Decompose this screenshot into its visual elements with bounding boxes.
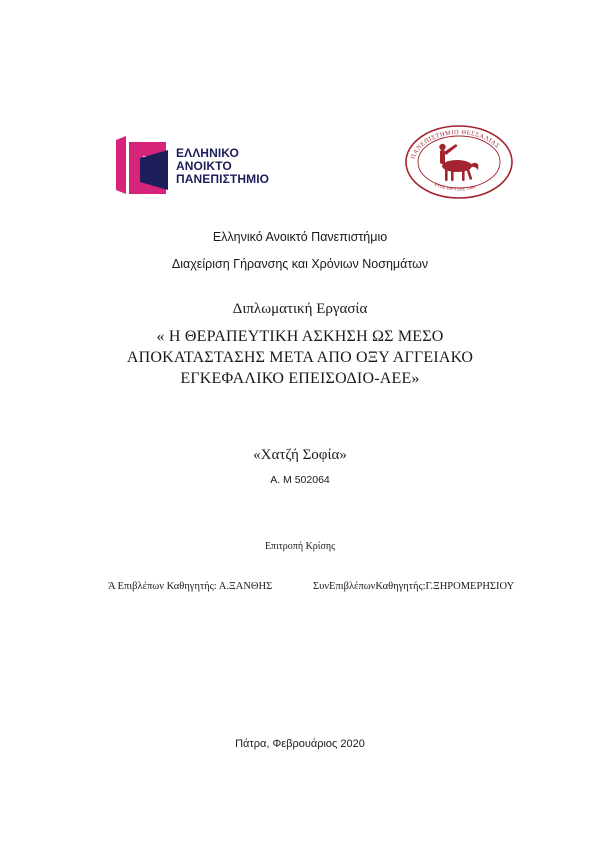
author-name: «Χατζή Σοφία» xyxy=(253,447,347,463)
thesis-title-line: ΕΓΚΕΦΑΛΙΚΟ ΕΠΕΙΣΟΔΙΟ-ΑΕΕ» xyxy=(180,370,420,387)
seal-ring-text: ΠΑΝΕΠΙΣΤΗΜΙΟ ΘΕΣΣΑΛΙΑΣ xyxy=(409,128,502,160)
place-date: Πάτρα, Φεβρουάριος 2020 xyxy=(235,738,365,750)
committee-label: Επιτροπή Κρίσης xyxy=(264,541,336,552)
thesis-title-line: ΑΠΟΚΑΤΑΣΤΑΣΗΣ ΜΕΤΑ ΑΠΟ ΟΞΥ ΑΓΓΕΙΑΚΟ xyxy=(126,349,474,366)
supervisor: Ά Επιβλέπων Καθηγητής: Α.ΞΑΝΘΗΣ xyxy=(108,581,273,592)
university-seal-icon xyxy=(404,124,514,200)
eap-logo-line: ΑΝΟΙΚΤΟ xyxy=(176,159,232,173)
eap-logo-mark-icon xyxy=(116,136,172,194)
eap-logo-text xyxy=(176,147,269,186)
eap-logo-line: ΠΑΝΕΠΙΣΤΗΜΙΟ xyxy=(176,172,270,186)
co-supervisor: ΣυνΕπιβλέπωνΚαθηγητής:Γ.ΞΗΡΟΜΕΡΗΣΙΟΥ xyxy=(313,581,515,592)
svg-text:ΕΤΟΣ ΙΔΡΥΣΗΣ 1984 xyxy=(434,182,477,192)
student-id: Α. Μ 502064 xyxy=(270,474,330,486)
thesis-type-label: Διπλωματική Εργασία xyxy=(232,301,368,317)
program-name: Διαχείριση Γήρανσης και Χρόνιων Νοσημάτων xyxy=(171,257,429,271)
eap-logo xyxy=(116,136,276,196)
thesis-title-line: « Η ΘΕΡΑΠΕΥΤΙΚΗ ΑΣΚΗΣΗ ΩΣ ΜΕΣΟ xyxy=(156,328,444,345)
university-name: Ελληνικό Ανοικτό Πανεπιστήμιο xyxy=(212,230,388,244)
thesis-title xyxy=(100,326,500,389)
eap-logo-line: ΕΛΛΗΝΙΚΟ xyxy=(176,146,239,160)
seal-bottom-text: ΕΤΟΣ ΙΔΡΥΣΗΣ 1984 xyxy=(433,181,476,192)
